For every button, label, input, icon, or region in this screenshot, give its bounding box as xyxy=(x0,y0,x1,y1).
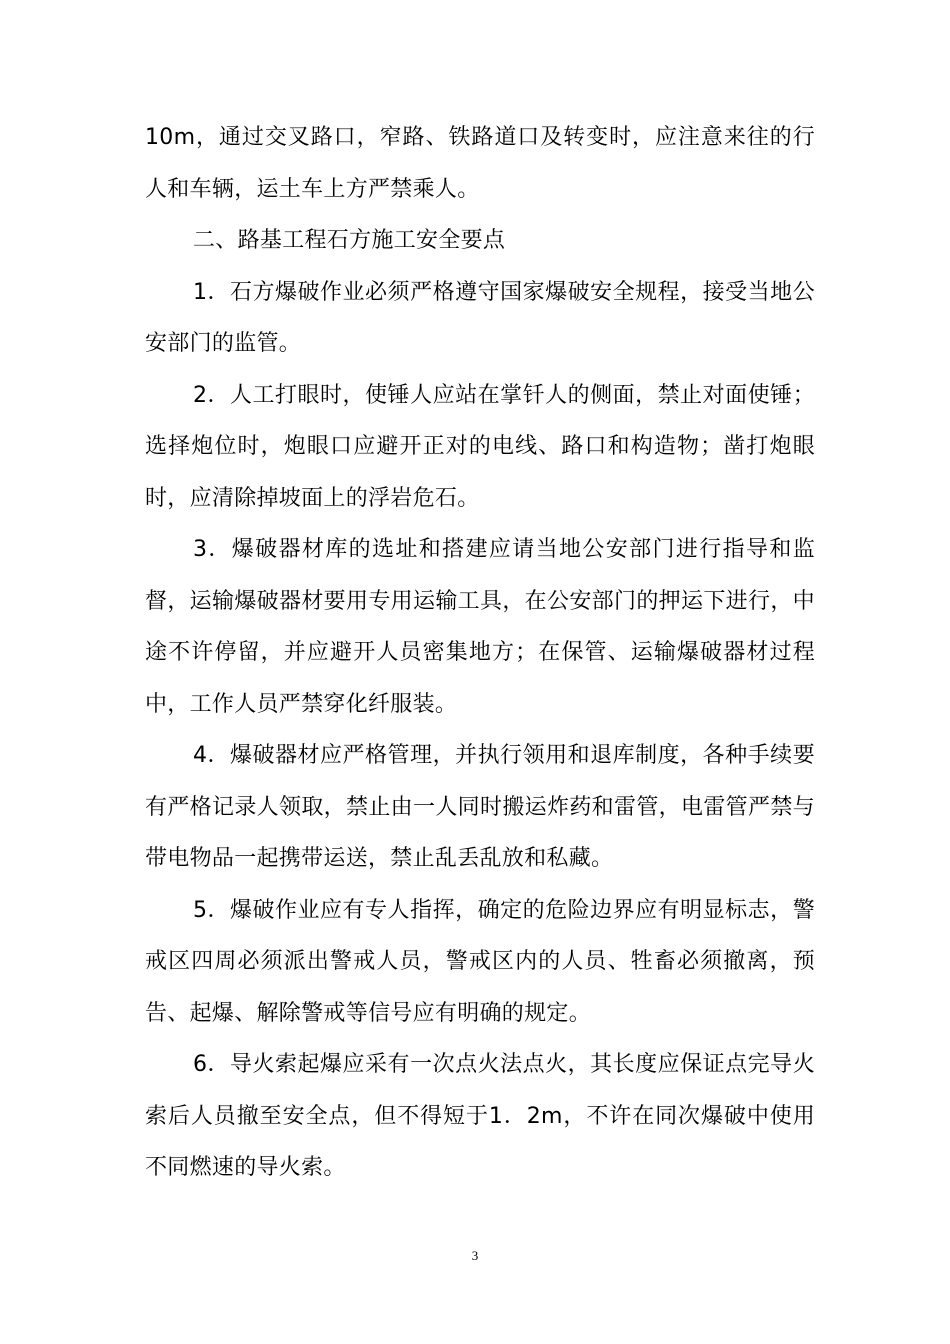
paragraph-item-1: 1．石方爆破作业必须严格遵守国家爆破安全规程，接受当地公安部门的监管。 xyxy=(145,279,815,356)
paragraph-item-2: 2．人工打眼时，使锤人应站在掌钎人的侧面，禁止对面使锤；选择炮位时，炮眼口应避开正对的电线、路口和构造物；凿打炮眼时，应清除掉坡面上的浮岩危石。 xyxy=(145,382,815,511)
paragraph-item-3: 3．爆破器材库的选址和搭建应请当地公安部门进行指导和监督，运输爆破器材要用专用运输工具，在公安部门的押运下进行，中途不许停留，并应避开人员密集地方；在保管、运输爆破器材过程中，工作人员严禁穿化纤服装。 xyxy=(145,537,815,717)
paragraph-continuation: 10m，通过交叉路口，窄路、铁路道口及转变时，应注意来往的行人和车辆，运土车上方严禁乘人。 xyxy=(145,125,815,202)
section-heading-rock-works: 二、路基工程石方施工安全要点 xyxy=(193,228,506,253)
document-body xyxy=(145,112,815,1194)
paragraph-item-4: 4．爆破器材应严格管理，并执行领用和退库制度，各种手续要有严格记录人领取，禁止由一人同时搬运炸药和雷管，电雷管严禁与带电物品一起携带运送，禁止乱丢乱放和私藏。 xyxy=(145,743,815,871)
paragraph-item-5: 5．爆破作业应有专人指挥，确定的危险边界应有明显标志，警戒区四周必须派出警戒人员，警戒区内的人员、牲畜必须撤离，预告、起爆、解除警戒等信号应有明确的规定。 xyxy=(145,897,815,1026)
page-number: 3 xyxy=(471,1248,479,1263)
paragraph-item-6: 6．导火索起爆应采有一次点火法点火，其长度应保证点完导火索后人员撤至安全点，但不得短于1．2m，不许在同次爆破中使用不同燃速的导火索。 xyxy=(145,1052,815,1180)
